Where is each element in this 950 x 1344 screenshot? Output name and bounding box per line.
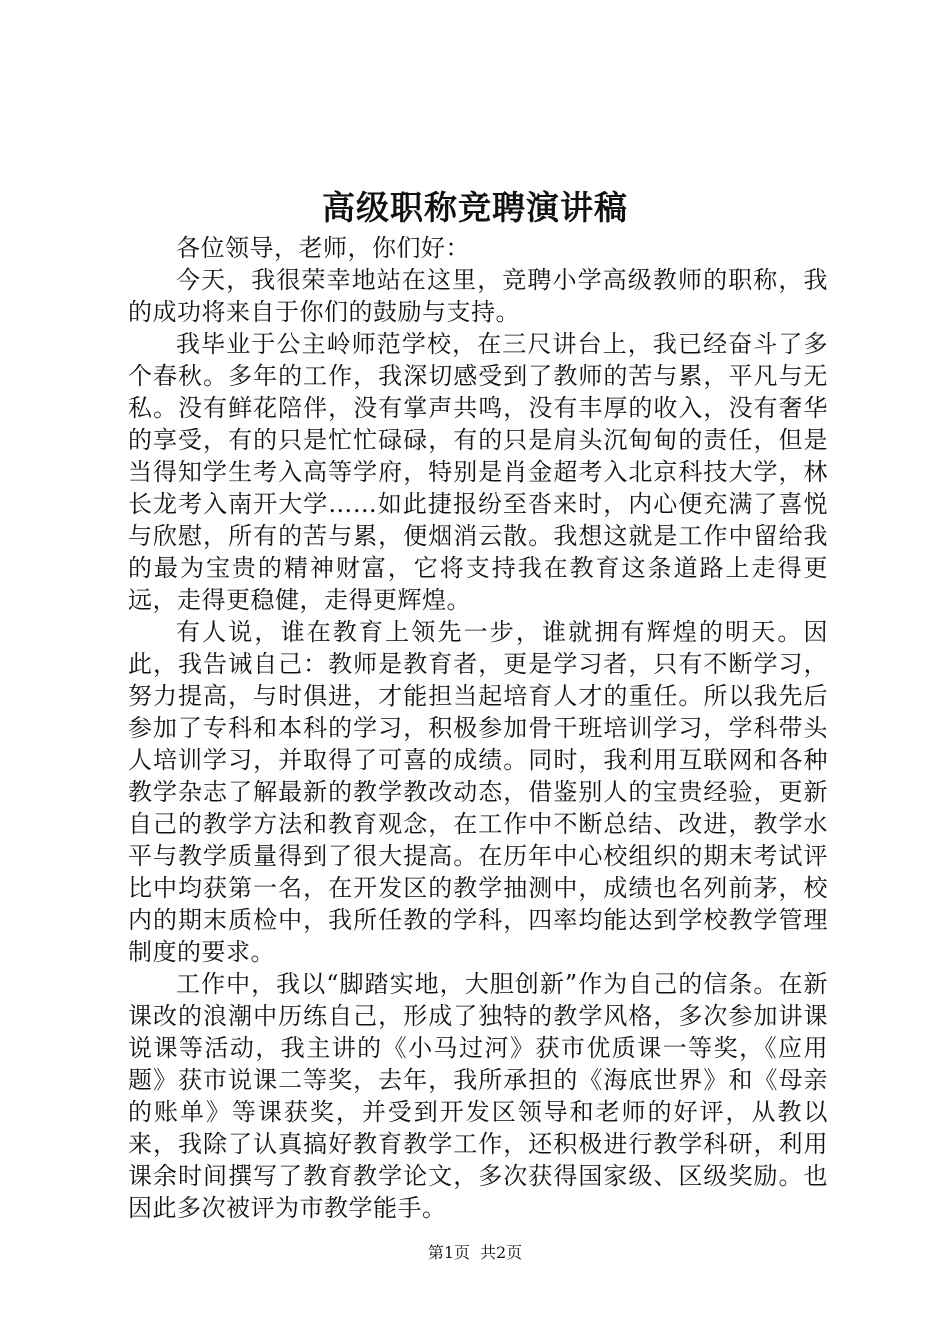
paragraph-greeting: 各位领导，老师，你们好： xyxy=(176,234,470,262)
paragraph-career: 我毕业于公主岭师范学校，在三尺讲台上，我已经奋斗了多个春秋。多年的工作，我深切感受到了教师的苦与累，平凡与无私。没有鲜花陪伴，没有掌声共鸣，没有丰厚的收入，没有奢华的享受，有的只是忙忙碌碌，有的只是肩头沉甸甸的责任，但是当得知学生考入高等学府，特别是肖金超考入北京科技大学，林长龙考入南开大学……如此捷报纷至沓来时，内心便充满了喜悦与欣慰，所有的苦与累，便烟消云散。我想这就是工作中留给我的最为宝贵的精神财富，它将支持我在教育这条道路上走得更远，走得更稳健，走得更辉煌。 xyxy=(128,330,828,614)
paragraph-intro: 今天，我很荣幸地站在这里，竞聘小学高级教师的职称，我的成功将来自于你们的鼓励与支持。 xyxy=(128,266,828,326)
page-number: 第1页 xyxy=(427,1243,470,1262)
document-title: 高级职称竞聘演讲稿 xyxy=(322,188,628,227)
document-body xyxy=(128,232,828,1224)
paragraph-achievements: 工作中，我以“脚踏实地，大胆创新”作为自己的信条。在新课改的浪潮中历练自己，形成了独特的教学风格，多次参加讲课说课等活动，我主讲的《小马过河》获市优质课一等奖，《应用题》获市说课二等奖，去年，我所承担的《海底世界》和《母亲的账单》等课获奖，并受到开发区领导和老师的好评，从教以来，我除了认真搞好教育教学工作，还积极进行教学科研，利用课余时间撰写了教育教学论文，多次获得国家级、区级奖励。也因此多次被评为市教学能手。 xyxy=(128,970,828,1222)
page-total: 共2页 xyxy=(480,1243,523,1262)
page-footer xyxy=(0,1242,950,1264)
paragraph-learning: 有人说，谁在教育上领先一步，谁就拥有辉煌的明天。因此，我告诫自己：教师是教育者，更是学习者，只有不断学习，努力提高，与时俱进，才能担当起培育人才的重任。所以我先后参加了专科和本科的学习，积极参加骨干班培训学习，学科带头人培训学习，并取得了可喜的成绩。同时，我利用互联网和各种教学杂志了解最新的教学教改动态，借鉴别人的宝贵经验，更新自己的教学方法和教育观念，在工作中不断总结、改进，教学水平与教学质量得到了很大提高。在历年中心校组织的期末考试评比中均获第一名，在开发区的教学抽测中，成绩也名列前茅，校内的期末质检中，我所任教的学科，四率均能达到学校教学管理制度的要求。 xyxy=(128,618,828,966)
